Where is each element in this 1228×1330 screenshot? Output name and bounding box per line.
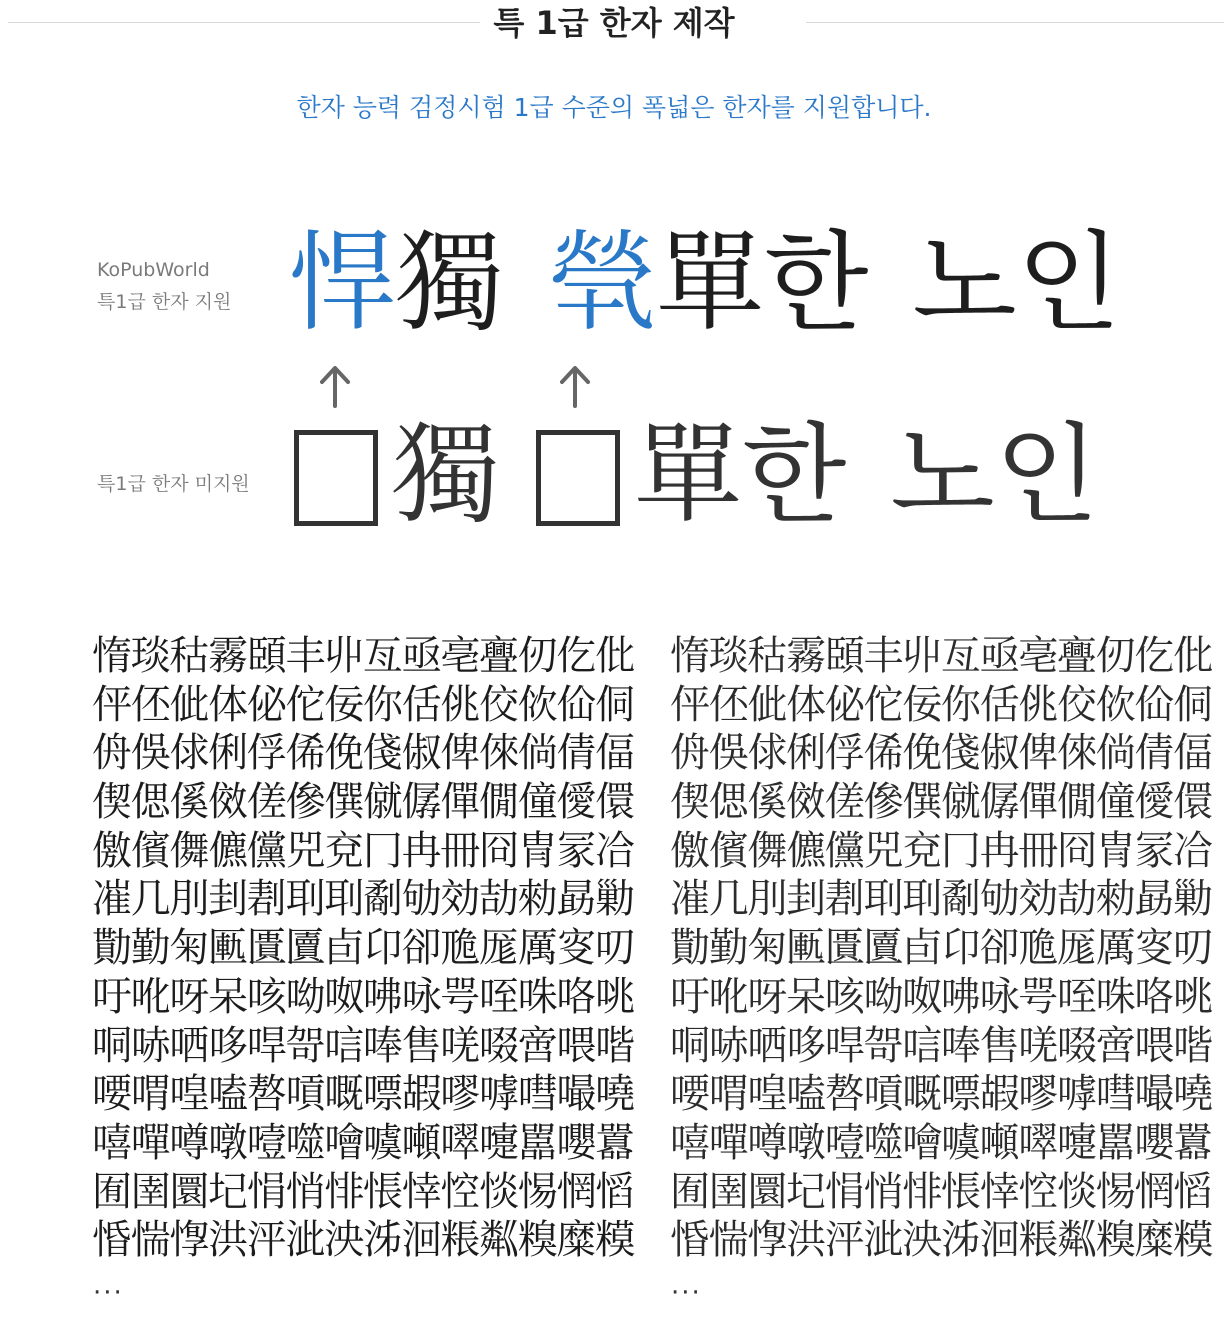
demo-char: 인 [994, 413, 1100, 538]
demo-char: 獨 [392, 413, 501, 538]
demo-char: 인 [1016, 221, 1122, 346]
demo-char-highlighted: 悍 [288, 221, 397, 346]
hanja-line: 囿圉圜圮悁悄悱悵悻悾惔惕惘慆 [670, 1168, 1212, 1215]
supported-demo-row [288, 222, 1121, 346]
hanja-line: 侜俁俅俐俘俙俛俴俶俾倈倘倩偪 [92, 730, 634, 777]
supported-label-description: 특1급 한자 지원 [97, 291, 232, 313]
hanja-line: 凗几刖刲剨刵刵劀劬効劼勑勗勦 [92, 876, 634, 923]
demo-char: 單 [656, 221, 765, 346]
demo-word-3 [890, 414, 1099, 538]
hanja-line: 哃哧哂哆哻哿唁唪售唴啜啻喂喈 [670, 1022, 1212, 1069]
hanja-line: 伻伾佌体佖佗佞你佸佻佼佽佡侗 [670, 681, 1212, 728]
hanja-sample-left [92, 632, 634, 1265]
hanja-line: 伻伾佌体佖佗佞你佸佻佼佽佡侗 [92, 681, 634, 728]
hanja-line: 偰偲傒傚傞傪僎僦僝僤僩僮僾儇 [92, 779, 634, 826]
demo-char: 한 [764, 221, 869, 346]
up-arrow-icon [557, 364, 593, 408]
hanja-sample-right [670, 632, 1212, 1265]
supported-label [97, 254, 231, 318]
demo-char: 獨 [396, 221, 505, 346]
hanja-line: 惰琰秙霧頣丰丱亙亟亳亹仞仡仳 [670, 633, 1212, 679]
demo-char: 한 [742, 413, 847, 538]
demo-word-1 [288, 222, 504, 346]
more-ellipsis: ··· [93, 1278, 124, 1308]
up-arrow-icon [317, 364, 353, 408]
unsupported-label: 특1급 한자 미지원 [97, 473, 250, 495]
hanja-line: 哃哧哂哆哻哿唁唪售唴啜啻喂喈 [92, 1022, 634, 1069]
hanja-line: 嘻嘽噂噋噎噬噲噳噸噿嚏嚚嚶囂 [670, 1119, 1212, 1166]
demo-word-2 [530, 414, 846, 538]
hanja-line: 惛惴惸洪泙泚泱泲洄粻粼糗糜糢 [670, 1217, 1212, 1264]
supported-label-font-name: KoPubWorld [97, 259, 210, 281]
hanja-line: 惛惴惸洪泙泚泱泲洄粻粼糗糜糢 [92, 1217, 634, 1264]
hanja-line: 勩勤匊匭匱匵卣卬卻卼厖厲叜叨 [670, 925, 1212, 972]
hanja-line: 侜俁俅俐俘俙俛俴俶俾倈倘倩偪 [670, 730, 1212, 777]
hanja-line: 囿圉圜圮悁悄悱悵悻悾惔惕惘慆 [92, 1168, 634, 1215]
demo-word-3 [912, 222, 1121, 346]
hanja-line: 惰琰秙霧頣丰丱亙亟亳亹仞仡仳 [92, 633, 634, 679]
more-ellipsis: ··· [671, 1278, 702, 1308]
hanja-line: 儌儐儛儦儻兕兗冂冉冊冏冑冡冾 [92, 827, 634, 874]
unsupported-demo-row [288, 414, 1099, 538]
hanja-line: 喓喟喤嗑嗸嗊嘅嘌嘏嘐嘑嘒嘬嘵 [670, 1071, 1212, 1118]
demo-word-2 [548, 222, 868, 346]
hanja-line: 儌儐儛儦儻兕兗冂冉冊冏冑冡冾 [670, 827, 1212, 874]
page-title: 특 1급 한자 제작 [493, 4, 735, 42]
demo-char: 單 [634, 413, 743, 538]
hanja-line: 吁吪呀呆咳呦呶咈咏咢咥咮咯咷 [92, 973, 634, 1020]
hanja-line: 嘻嘽噂噋噎噬噲噳噸噿嚏嚚嚶囂 [92, 1119, 634, 1166]
hanja-line: 吁吪呀呆咳呦呶咈咏咢咥咮咯咷 [670, 973, 1212, 1020]
demo-char: 노 [890, 413, 995, 538]
demo-char: 노 [912, 221, 1017, 346]
demo-word-1 [288, 414, 500, 538]
missing-glyph-box [536, 430, 620, 526]
hanja-line: 喓喟喤嗑嗸嗊嘅嘌嘏嘐嘑嘒嘬嘵 [92, 1071, 634, 1118]
hanja-line: 偰偲傒傚傞傪僎僦僝僤僩僮僾儇 [670, 779, 1212, 826]
hanja-line: 勩勤匊匭匱匵卣卬卻卼厖厲叜叨 [92, 925, 634, 972]
page-subtitle: 한자 능력 검정시험 1급 수준의 폭넓은 한자를 지원합니다. [296, 93, 932, 122]
demo-char-highlighted: 煢 [548, 221, 657, 346]
missing-glyph-box [294, 430, 378, 526]
hanja-line: 凗几刖刲剨刵刵劀劬効劼勑勗勦 [670, 876, 1212, 923]
